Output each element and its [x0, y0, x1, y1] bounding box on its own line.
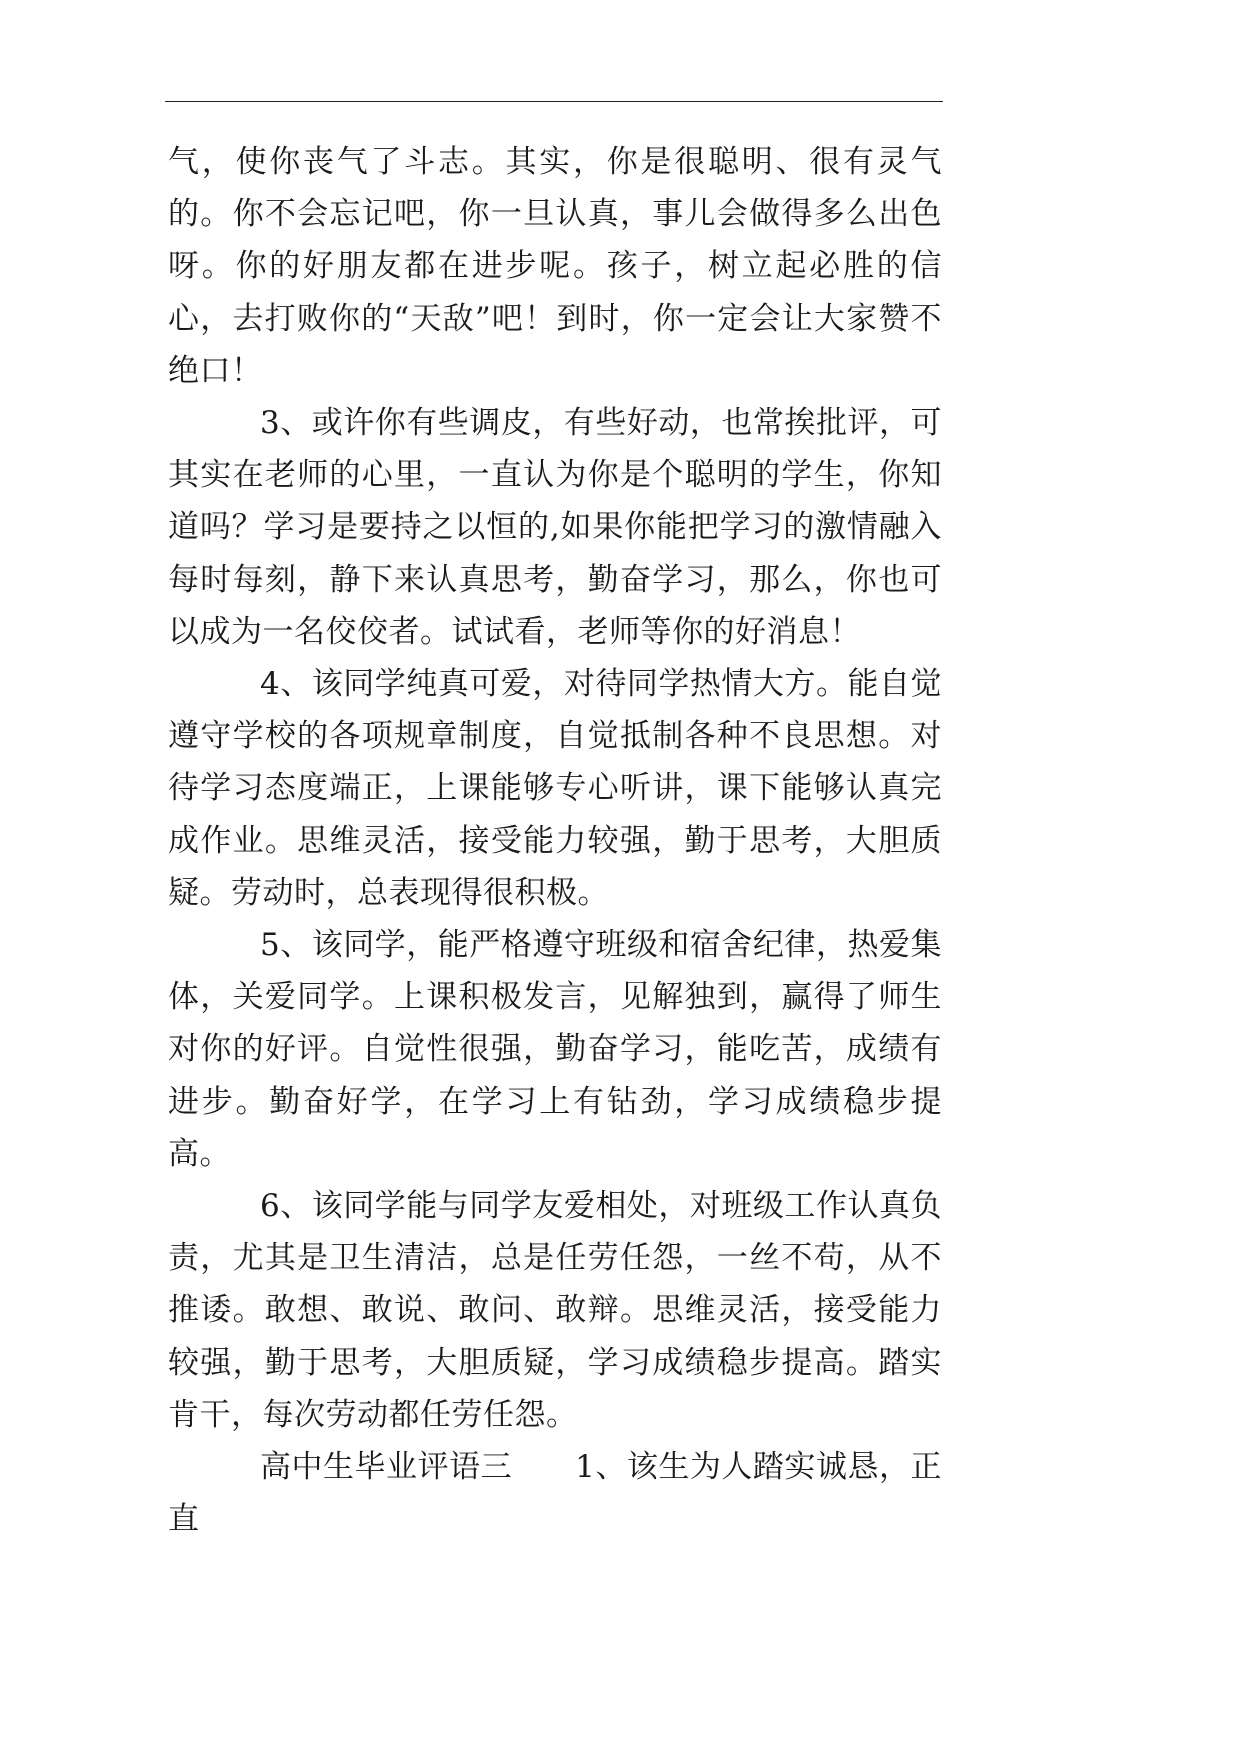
paragraph-item-4: 4、该同学纯真可爱，对待同学热情大方。能自觉遵守学校的各项规章制度，自觉抵制各种不良思想。对待学习态度端正，上课能够专心听讲，课下能够认真完成作业。思维灵活，接受能力较强，勤于思考，大胆质疑。劳动时，总表现得很积极。	[168, 666, 942, 911]
header-rule	[165, 101, 943, 102]
paragraph-item-3: 3、或许你有些调皮，有些好动，也常挨批评，可其实在老师的心里，一直认为你是个聪明的学生，你知道吗？学习是要持之以恒的,如果你能把学习的激情融入每时每刻，静下来认真思考，勤奋学习，那么，你也可以成为一名佼佼者。试试看，老师等你的好消息！	[168, 405, 942, 650]
section-heading-3: 高中生毕业评语三 1、该生为人踏实诚恳，正直	[168, 1449, 942, 1538]
paragraph-continued: 气，使你丧气了斗志。其实，你是很聪明、很有灵气的。你不会忘记吧，你一旦认真，事儿会做得多么出色呀。你的好朋友都在进步呢。孩子，树立起必胜的信心，去打败你的“天敌”吧！到时，你一定会让大家赞不绝口！	[168, 144, 942, 389]
document-body	[168, 136, 942, 1545]
paragraph-item-5: 5、该同学，能严格遵守班级和宿舍纪律，热爱集体，关爱同学。上课积极发言，见解独到，赢得了师生对你的好评。自觉性很强，勤奋学习，能吃苦，成绩有进步。勤奋好学，在学习上有钻劲，学习成绩稳步提高。	[168, 927, 942, 1172]
paragraph-item-6: 6、该同学能与同学友爱相处，对班级工作认真负责，尤其是卫生清洁，总是任劳任怨，一丝不苟，从不推诿。敢想、敢说、敢问、敢辩。思维灵活，接受能力较强，勤于思考，大胆质疑，学习成绩稳步提高。踏实肯干，每次劳动都任劳任怨。	[168, 1188, 942, 1433]
